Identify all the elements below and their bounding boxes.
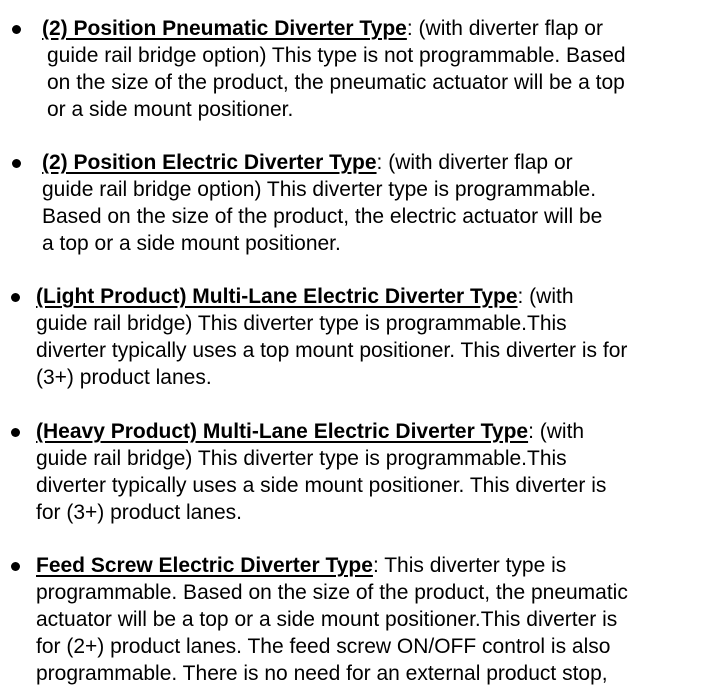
item-line: for (2+) product lanes. The feed screw ON/OFF control is also — [36, 635, 611, 658]
item-line: guide rail bridge option) This diverter type is programmable. — [42, 178, 597, 201]
item-line: actuator will be a top or a side mount positioner.This diverter is — [36, 608, 618, 631]
item-first-line-text: : (with diverter flap or — [406, 17, 603, 40]
item-heading: (2) Position Pneumatic Diverter Type — [42, 17, 407, 40]
bullet-icon — [12, 25, 21, 34]
item-line: programmable. Based on the size of the product, the pneumatic — [36, 581, 628, 604]
bullet-icon — [11, 562, 20, 571]
item-heading: Feed Screw Electric Diverter Type — [36, 554, 373, 577]
item-first-line — [42, 15, 603, 42]
item-line: Based on the size of the product, the electric actuator will be — [42, 205, 603, 228]
item-line: for (3+) product lanes. — [36, 501, 243, 524]
item-first-line — [36, 552, 566, 579]
item-first-line — [36, 283, 574, 310]
item-line: on the size of the product, the pneumatic actuator will be a top — [47, 71, 625, 94]
item-heading: (Heavy Product) Multi-Lane Electric Diverter Type — [36, 420, 529, 443]
item-line: guide rail bridge option) This type is not programmable. Based — [47, 44, 626, 67]
item-first-line-text: : (with — [517, 285, 574, 308]
item-heading: (Light Product) Multi-Lane Electric Diverter Type — [36, 285, 518, 308]
item-first-line — [42, 149, 573, 176]
item-first-line — [36, 418, 584, 445]
item-line: diverter typically uses a side mount positioner. This diverter is — [36, 474, 607, 497]
item-line: guide rail bridge) This diverter type is programmable.This — [36, 312, 567, 335]
bullet-icon — [12, 159, 21, 168]
item-line: (3+) product lanes. — [36, 366, 212, 389]
item-heading: (2) Position Electric Diverter Type — [42, 151, 377, 174]
bullet-icon — [11, 293, 20, 302]
item-first-line-text: : This diverter type is — [372, 554, 567, 577]
item-first-line-text: : (with diverter flap or — [376, 151, 573, 174]
bullet-icon — [11, 428, 20, 437]
item-line: diverter typically uses a top mount positioner. This diverter is for — [36, 339, 628, 362]
item-line: or a side mount positioner. — [47, 98, 294, 121]
item-line: a top or a side mount positioner. — [42, 232, 341, 255]
item-line: guide rail bridge) This diverter type is programmable.This — [36, 447, 567, 470]
item-first-line-text: : (with — [528, 420, 585, 443]
item-line: programmable. There is no need for an external product stop, — [36, 662, 608, 685]
